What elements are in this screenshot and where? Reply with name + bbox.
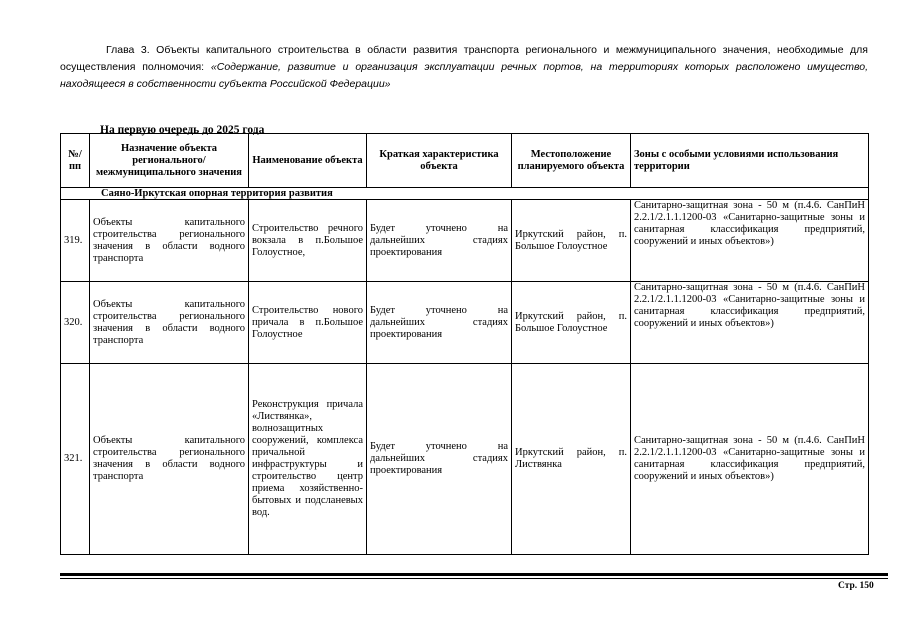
row-name: Реконструкция причала «Листвянка», волнозащитных сооружений, комплекса причальной инфраструктуры и строительство центр приема хозяйственно-бытовых и подсланевых вод. — [249, 364, 367, 555]
row-purpose: Объекты капитального строительства регионального значения в области водного транспорта — [90, 282, 249, 364]
page-number: Стр. 150 — [838, 581, 874, 591]
row-zones: Санитарно-защитная зона - 50 м (п.4.6. СанПиН 2.2.1/2.1.1.1200-03 «Санитарно-защитные зоны и санитарная классификация предприятий, сооружений и иных объектов») — [631, 200, 869, 282]
row-num: 321. — [61, 364, 90, 555]
row-location: Иркутский район, п. Большое Голоустное — [512, 282, 631, 364]
row-characteristic: Будет уточнено на дальнейших стадиях проектирования — [367, 364, 512, 555]
header-purpose: Назначение объекта регионального/ межмуниципального значения — [90, 134, 249, 188]
row-name: Строительство речного вокзала в п.Большое Голоустное, — [249, 200, 367, 282]
row-characteristic: Будет уточнено на дальнейших стадиях проектирования — [367, 282, 512, 364]
header-characteristic: Краткая характеристика объекта — [367, 134, 512, 188]
row-location: Иркутский район, п. Листвянка — [512, 364, 631, 555]
footer-divider-thick — [60, 573, 888, 576]
table-row — [61, 282, 869, 364]
row-characteristic: Будет уточнено на дальнейших стадиях проектирования — [367, 200, 512, 282]
region-label: Саяно-Иркутская опорная территория развития — [61, 188, 869, 200]
header-zones: Зоны с особыми условиями использования территории — [631, 134, 869, 188]
footer-divider-thin — [60, 578, 888, 579]
row-purpose: Объекты капитального строительства регионального значения в области водного транспорта — [90, 200, 249, 282]
row-location: Иркутский район, п. Большое Голоустное — [512, 200, 631, 282]
row-num: 320. — [61, 282, 90, 364]
row-num: 319. — [61, 200, 90, 282]
row-zones: Санитарно-защитная зона - 50 м (п.4.6. СанПиН 2.2.1/2.1.1.1200-03 «Санитарно-защитные зоны и санитарная классификация предприятий, сооружений и иных объектов») — [631, 282, 869, 364]
header-name: Наименование объекта — [249, 134, 367, 188]
header-location: Местоположение планируемого объекта — [512, 134, 631, 188]
table-row — [61, 364, 869, 555]
objects-table — [60, 133, 869, 555]
row-purpose: Объекты капитального строительства регионального значения в области водного транспорта — [90, 364, 249, 555]
region-row — [61, 188, 869, 200]
phase-heading: На первую очередь до 2025 года — [100, 124, 265, 136]
chapter-text: Глава 3. Объекты капитального строительства в области развития транспорта регионального и межмуниципального значения, необходимые для осуществления полномочия: — [60, 44, 868, 73]
chapter-heading — [60, 42, 868, 93]
row-zones: Санитарно-защитная зона - 50 м (п.4.6. СанПиН 2.2.1/2.1.1.1200-03 «Санитарно-защитные зоны и санитарная классификация предприятий, сооружений и иных объектов») — [631, 364, 869, 555]
table-row — [61, 200, 869, 282]
header-num: №/пп — [61, 134, 90, 188]
chapter-authority: «Содержание, развитие и организация эксплуатации речных портов, на территориях которых расположено имущество, находящееся в собственности субъекта Российской Федерации» — [60, 61, 869, 90]
table-header-row — [61, 134, 869, 188]
row-name: Строительство нового причала в п.Большое Голоустное — [249, 282, 367, 364]
